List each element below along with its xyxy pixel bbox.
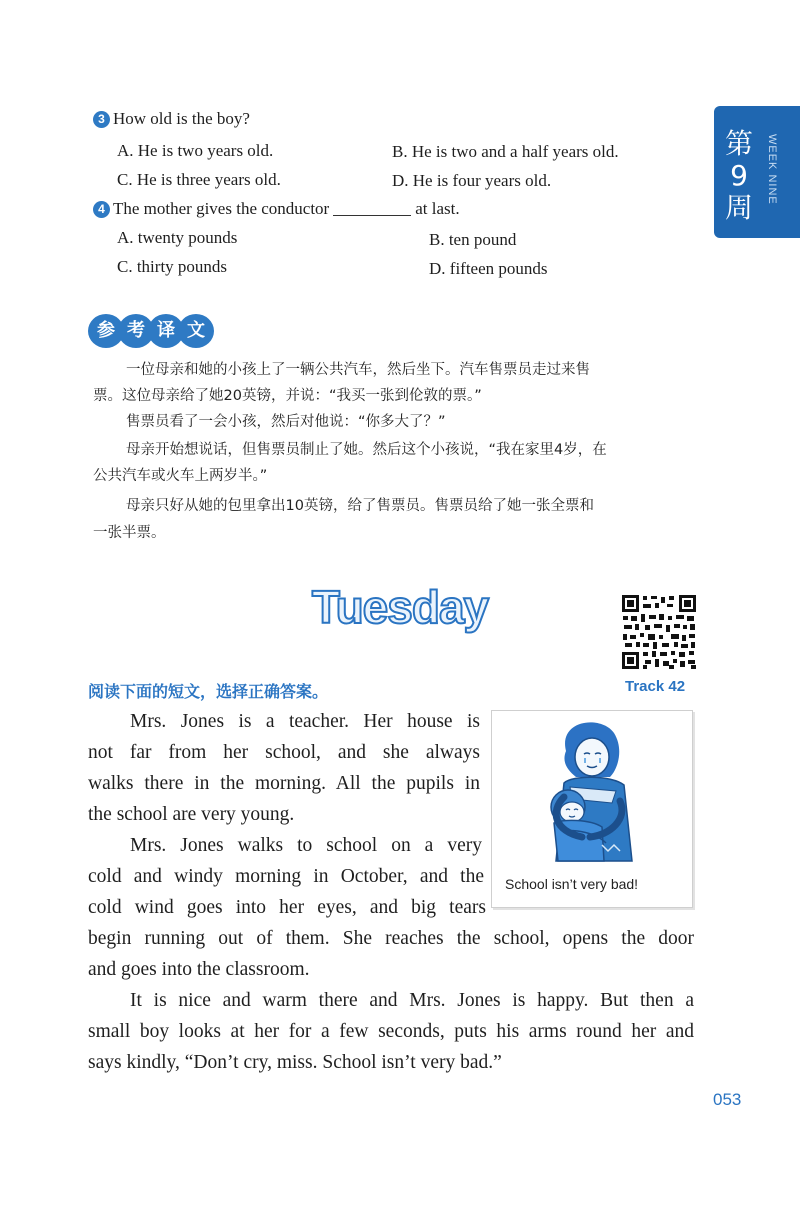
story-line: cold and windy morning in October, and the: [88, 866, 484, 887]
translation-line: 母亲只好从她的包里拿出10英镑，给了售票员。售票员给了她一张全票和: [126, 498, 594, 514]
reference-translation-title: [88, 310, 218, 354]
week-label-chinese: 第9周: [724, 127, 753, 224]
option-4b: B. ten pound: [429, 230, 517, 249]
option-3a: A. He is two years old.: [117, 141, 274, 160]
translation-line: 售票员看了一会小孩，然后对他说：“你多大了？”: [126, 414, 446, 430]
story-line: says kindly, “Don’t cry, miss. School isn’t very bad.”: [88, 1052, 502, 1073]
illustration-caption: School isn’t very bad!: [505, 876, 639, 892]
question-number-badge: 4: [93, 201, 110, 218]
qr-code[interactable]: [621, 594, 697, 670]
story-line: Mrs. Jones walks to school on a very: [130, 835, 482, 856]
translation-line: 母亲开始想说话，但售票员制止了她。然后这个小孩说，“我在家里4岁，在: [126, 442, 607, 458]
translation-line: 一张半票。: [93, 525, 166, 541]
week-label-english: WEEK NINE: [766, 134, 778, 205]
page-number: 053: [713, 1090, 742, 1109]
title-char: 参: [88, 314, 124, 348]
title-char: 考: [118, 314, 154, 348]
story-line: cold wind goes into her eyes, and big tears: [88, 897, 486, 918]
question-text: The mother gives the conductor: [113, 199, 330, 218]
answer-blank: [333, 201, 411, 216]
option-3b: B. He is two and a half years old.: [392, 142, 619, 161]
story-line: small boy looks at her for a few seconds, puts his arms round her and: [88, 1021, 694, 1042]
option-3c: C. He is three years old.: [117, 170, 281, 189]
translation-line: 票。这位母亲给了她20英镑，并说：“我买一张到伦敦的票。”: [93, 388, 482, 404]
question-4-stem: [93, 198, 460, 220]
option-4a: A. twenty pounds: [117, 228, 238, 247]
question-text-end: at last.: [415, 199, 460, 218]
story-line: begin running out of them. She reaches the school, opens the door: [88, 928, 694, 949]
question-text: How old is the boy?: [113, 109, 250, 128]
translation-line: 一位母亲和她的小孩上了一辆公共汽车，然后坐下。汽车售票员走过来售: [126, 362, 590, 378]
section-title: Tuesday: [311, 581, 489, 633]
audio-track-label: Track 42: [625, 678, 686, 695]
story-line: not far from her school, and she always: [88, 742, 480, 763]
story-line: Mrs. Jones is a teacher. Her house is: [130, 711, 480, 732]
title-char: 文: [178, 314, 214, 348]
question-3-stem: [93, 108, 250, 130]
story-line: the school are very young.: [88, 804, 295, 825]
story-line: It is nice and warm there and Mrs. Jones is happy. But then a: [130, 990, 694, 1011]
option-3d: D. He is four years old.: [392, 171, 552, 190]
teacher-hugging-boy-illustration: [492, 711, 692, 871]
story-line: walks there in the morning. All the pupils in: [88, 773, 480, 794]
story-line: and goes into the classroom.: [88, 959, 310, 980]
question-number-badge: 3: [93, 111, 110, 128]
title-char: 译: [148, 314, 184, 348]
option-4d: D. fifteen pounds: [429, 259, 548, 278]
week-side-tab: [714, 106, 800, 238]
option-4c: C. thirty pounds: [117, 257, 228, 276]
translation-line: 公共汽车或火车上两岁半。”: [93, 468, 268, 484]
instruction-text: 阅读下面的短文，选择正确答案。: [88, 682, 329, 701]
